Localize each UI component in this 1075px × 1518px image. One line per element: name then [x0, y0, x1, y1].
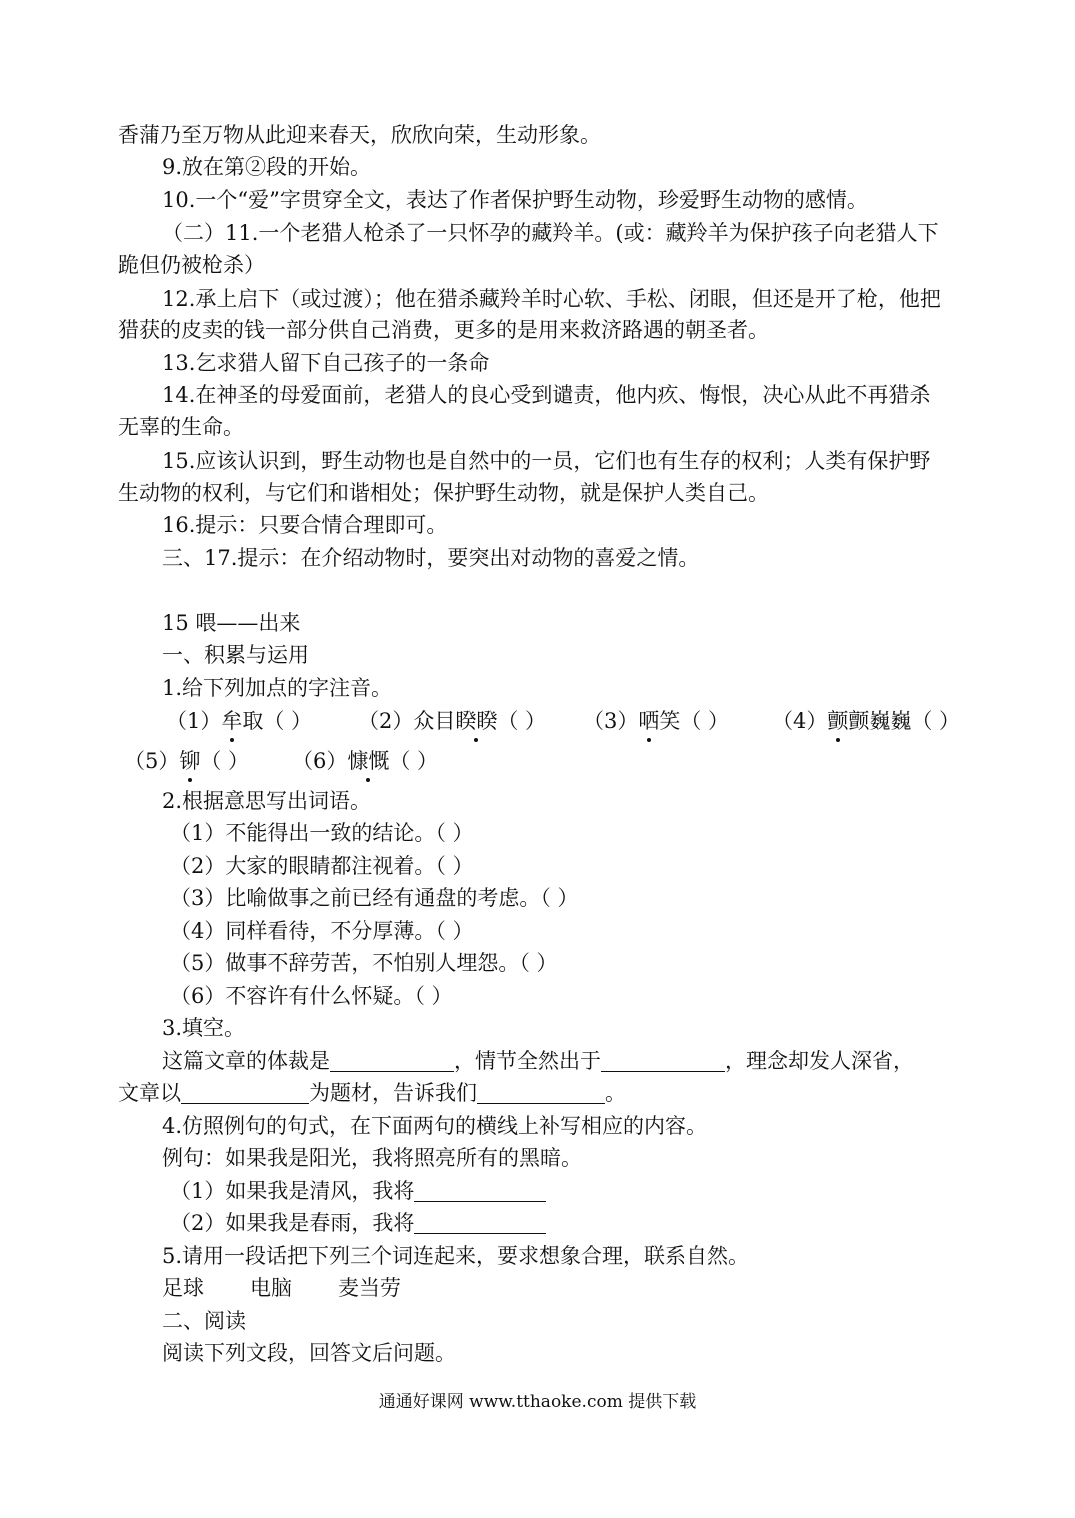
lesson-title: 15 喂——出来: [162, 611, 301, 635]
dotted-char: 睽睽: [455, 706, 497, 736]
fill-blank[interactable]: [414, 1211, 546, 1234]
q5-words: [162, 1273, 401, 1303]
fill-blank[interactable]: [330, 1049, 454, 1072]
section-heading-reading: 二、阅读: [162, 1309, 246, 1333]
section-heading-accumulation: 一、积累与运用: [162, 643, 309, 667]
q4-example: 例句：如果我是阳光，我将照亮所有的黑暗。: [162, 1146, 582, 1170]
q1-item-4: （4）颤颤巍巍（ ）: [772, 706, 960, 736]
dotted-char: 铆: [179, 746, 200, 776]
question-5: 5.请用一段话把下列三个词连起来，要求想象合理，联系自然。: [162, 1244, 750, 1268]
q2-item-2: （2）大家的眼睛都注视着。（ ）: [170, 854, 474, 878]
answer-14-line1: 14.在神圣的母爱面前，老猎人的良心受到谴责，他内疚、悔恨，决心从此不再猎杀: [162, 383, 931, 407]
q5-word: 电脑: [250, 1276, 292, 1300]
fill-blank[interactable]: [601, 1049, 725, 1072]
question-2: 2.根据意思写出词语。: [162, 789, 372, 813]
fill-blank[interactable]: [414, 1179, 546, 1202]
answer-12-line1: 12.承上启下（或过渡）；他在猎杀藏羚羊时心软、手松、闭眼，但还是开了枪，他把: [162, 287, 941, 311]
question-3: 3.填空。: [162, 1016, 246, 1040]
q1-item-6: （6）慷慨（ ）: [292, 746, 438, 776]
q1-item-5: （5）铆（ ）: [124, 746, 249, 776]
q1-item-2: （2）众目睽睽（ ）: [358, 706, 546, 736]
q4-item-1: （1）如果我是清风，我将: [170, 1176, 546, 1206]
dotted-char: 慷慨: [347, 746, 389, 776]
answer-12-line2: 猎获的皮卖的钱一部分供自己消费，更多的是用来救济路遇的朝圣者。: [118, 318, 769, 342]
answer-11-line1: （二）11.一个老猎人枪杀了一只怀孕的藏羚羊。(或：藏羚羊为保护孩子向老猎人下: [162, 221, 939, 245]
dotted-char: 颤: [827, 706, 848, 736]
question-1: 1.给下列加点的字注音。: [162, 676, 393, 700]
page-footer: 通通好课网 www.tthaoke.com 提供下载: [378, 1392, 697, 1412]
q3-line-2: 文章以 为题材，告诉我们 。: [118, 1081, 626, 1105]
q2-item-6: （6）不容许有什么怀疑。（ ）: [170, 984, 453, 1008]
dotted-char: 哂: [638, 706, 659, 736]
q2-item-4: （4）同样看待，不分厚薄。（ ）: [170, 919, 474, 943]
answer-16: 16.提示：只要合情合理即可。: [162, 513, 448, 537]
answer-9: 9.放在第②段的开始。: [162, 155, 372, 179]
reading-instruction: 阅读下列文段，回答文后问题。: [162, 1341, 456, 1365]
answer-17: 三、17.提示：在介绍动物时，要突出对动物的喜爱之情。: [162, 546, 700, 570]
q2-item-5: （5）做事不辞劳苦，不怕别人埋怨。（ ）: [170, 951, 558, 975]
fill-blank[interactable]: [477, 1081, 605, 1104]
answer-15-line2: 生动物的权利，与它们和谐相处；保护野生动物，就是保护人类自己。: [118, 481, 769, 505]
q5-word: 足球: [162, 1276, 204, 1300]
q1-item-3: （3）哂笑（ ）: [583, 706, 729, 736]
answer-line: 香蒲乃至万物从此迎来春天，欣欣向荣，生动形象。: [118, 123, 601, 147]
answer-14-line2: 无辜的生命。: [118, 415, 244, 439]
q1-item-1: （1）牟取（ ）: [166, 706, 312, 736]
dotted-char: 牟: [221, 706, 242, 736]
q2-item-1: （1）不能得出一致的结论。（ ）: [170, 821, 474, 845]
answer-13: 13.乞求猎人留下自己孩子的一条命: [162, 351, 490, 375]
q4-item-2: （2）如果我是春雨，我将: [170, 1208, 546, 1238]
fill-blank[interactable]: [181, 1081, 309, 1104]
answer-11-line2: 跪但仍被枪杀）: [118, 253, 265, 277]
question-4: 4.仿照例句的句式，在下面两句的横线上补写相应的内容。: [162, 1114, 708, 1138]
answer-10: 10.一个“爱”字贯穿全文，表达了作者保护野生动物，珍爱野生动物的感情。: [162, 188, 868, 212]
q5-word: 麦当劳: [338, 1276, 401, 1300]
answer-15-line1: 15.应该认识到，野生动物也是自然中的一员，它们也有生存的权利；人类有保护野: [162, 449, 931, 473]
q3-line-1: 这篇文章的体裁是 ，情节全然出于 ，理念却发人深省，: [162, 1049, 914, 1073]
q2-item-3: （3）比喻做事之前已经有通盘的考虑。（ ）: [170, 886, 579, 910]
